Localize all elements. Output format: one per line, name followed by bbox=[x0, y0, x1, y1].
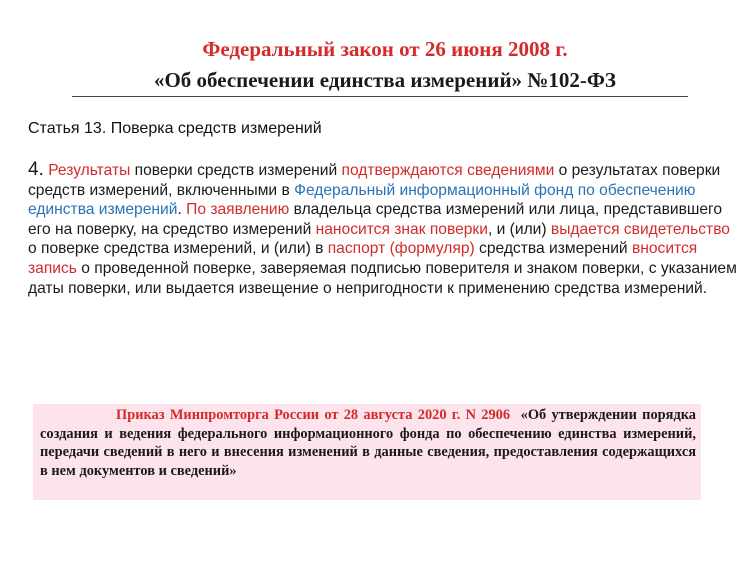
paragraph-segment: выдается свидетельство bbox=[550, 220, 730, 238]
order-reference: Приказ Минпромторга России от 28 августа 2020 г. N 2906 bbox=[116, 407, 511, 423]
paragraph-segment: паспорт (формуляр) bbox=[327, 240, 475, 258]
title-line-2: «Об обеспечении единства измерений» №102-ФЗ bbox=[153, 68, 617, 92]
article-heading: Статья 13. Поверка средств измерений bbox=[28, 120, 322, 137]
order-title: «Об утверждении порядка создания и ведения федерального информационного фонда по обеспечению единства измерений, передачи сведений в него и внесения изменений в данные сведения, предоставления содержащихся в нем документов и сведений» bbox=[40, 407, 696, 479]
article-paragraph bbox=[28, 160, 740, 298]
paragraph-segment: о поверке средства измерений, и (или) в bbox=[28, 240, 328, 258]
paragraph-segment: владельца средства измерений или лица, представившего его на поверку, на средство измерений bbox=[28, 201, 723, 238]
paragraph-segment: о результатах поверки средств измерений, включенными в bbox=[28, 162, 721, 199]
title-divider bbox=[72, 96, 688, 97]
title-line-1: Федеральный закон от 26 июня 2008 г. bbox=[202, 37, 568, 61]
paragraph-segment: средства измерений bbox=[474, 240, 632, 258]
paragraph-segment: Федеральный информационный фонд по обеспечению единства измерений bbox=[28, 181, 696, 219]
document-title bbox=[0, 36, 750, 94]
paragraph-number: 4. bbox=[28, 159, 44, 180]
paragraph-segment: подтверждаются сведениями bbox=[341, 162, 555, 179]
paragraph-segment: По заявлению bbox=[186, 201, 290, 219]
paragraph-segment: , и (или) bbox=[487, 220, 551, 238]
order-box bbox=[40, 406, 696, 480]
paragraph-segment: наносится знак поверки bbox=[315, 220, 488, 238]
paragraph-segment: поверки средств измерений bbox=[130, 162, 342, 179]
paragraph-segment: . bbox=[177, 201, 187, 219]
paragraph-segment: вносится запись bbox=[28, 240, 698, 277]
paragraph-segment: о проведенной поверке, заверяемая подписью поверителя и знаком поверки, с указанием даты поверки, или выдается извещение о непригодности к применению средства измерений. bbox=[28, 259, 737, 297]
paragraph-segment: Результаты bbox=[48, 162, 131, 179]
